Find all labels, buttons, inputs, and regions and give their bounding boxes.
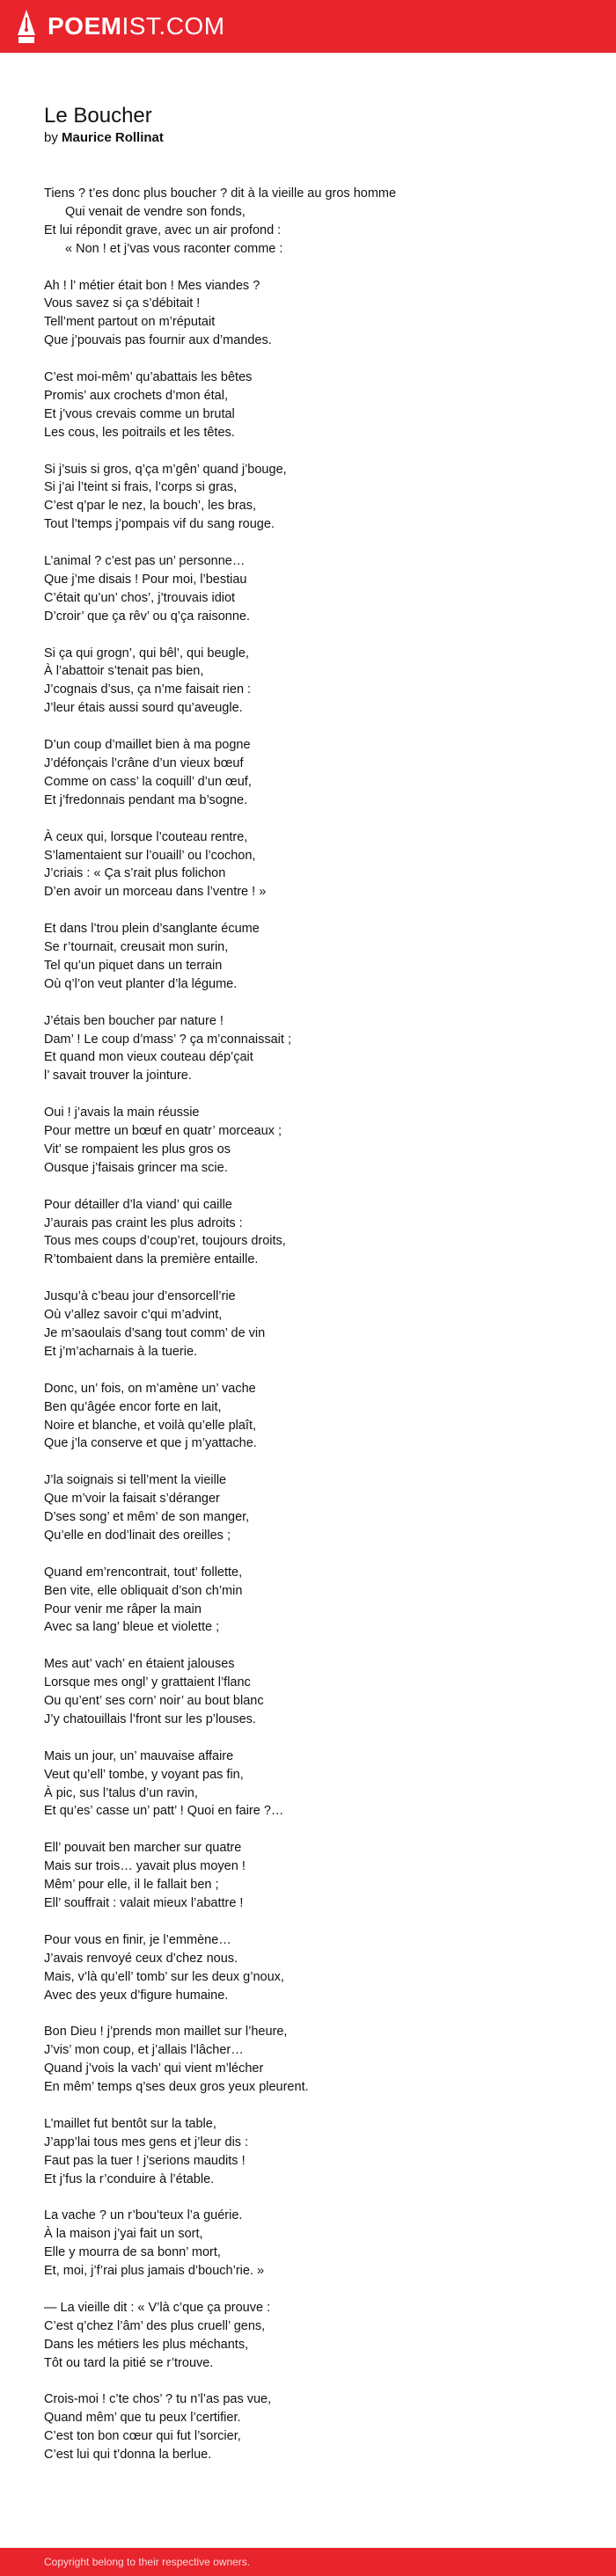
poem-line: J’vis’ mon coup, et j’allais l’lâcher…: [44, 2043, 244, 2058]
poem-line: — La vieille dit : « V’là c’que ça prouve :: [44, 2300, 271, 2315]
stanza: [44, 369, 581, 442]
site-logo[interactable]: [48, 14, 225, 39]
poem-title: Le Boucher: [44, 104, 152, 128]
poem-line: Donc, un’ fois, on m’amène un’ vache: [44, 1381, 256, 1396]
stanza: [44, 1288, 581, 1361]
poem-line: Que j’pouvais pas fournir aux d’mandes.: [44, 333, 272, 348]
poem-line: Comme on cass’ la coquill’ d’un œuf,: [44, 774, 252, 789]
poem-line: À l’abattoir s’tenait pas bien,: [44, 664, 204, 679]
poem-body: [44, 185, 581, 2464]
poem-line: J’aurais pas craint les plus adroits :: [44, 1215, 243, 1230]
stanza: [44, 920, 581, 994]
poem-line: C’est moi-mêm’ qu’abattais les bêtes: [44, 370, 253, 385]
poem-line: J’cognais d’sus, ça n’me faisait rien :: [44, 682, 252, 697]
stanza: [44, 1839, 581, 1913]
stanza: [44, 185, 581, 259]
poem-line: J’app’lai tous mes gens et j’leur dis :: [44, 2135, 249, 2149]
pen-nib-icon[interactable]: [16, 9, 37, 44]
poem-line: L’animal ? c’est pas un’ personne…: [44, 554, 246, 569]
stanza: [44, 2299, 581, 2373]
poem-line: J’défonçais l’crâne d’un vieux bœuf: [44, 756, 244, 770]
poem-line: R’tombaient dans la première entaille.: [44, 1252, 259, 1267]
stanza: [44, 2207, 581, 2280]
logo-light-text: IST.COM: [121, 12, 225, 40]
stanza: [44, 1748, 581, 1821]
poem-line: Tiens ? t’es donc plus boucher ? dit à la vieille au gros homme: [44, 186, 397, 201]
poem-line: Promis’ aux crochets d’mon étal,: [44, 388, 228, 403]
stanza: [44, 1931, 581, 2005]
poem-line: J’la soignais si tell’ment la vieille: [44, 1473, 227, 1488]
poem-line: Que j’la conserve et que j m’yattache.: [44, 1436, 257, 1451]
poem-line: Mes aut’ vach’ en étaient jalouses: [44, 1657, 235, 1672]
poem-line: Avec sa lang’ bleue et violette ;: [44, 1620, 220, 1635]
poem-line: « Non ! et j’vas vous raconter comme :: [65, 241, 283, 256]
poem-line: Ah ! l’ métier était bon ! Mes viandes ?: [44, 278, 260, 293]
poem-line: Se r’tournait, creusait mon surin,: [44, 940, 229, 955]
poem-line: Vit’ se rompaient les plus gros os: [44, 1142, 231, 1157]
poem-line: Tout l’temps j’pompais vif du sang rouge.: [44, 517, 275, 532]
poem-line: Tôt ou tard la pitié se r’trouve.: [44, 2355, 214, 2370]
poem-line: Et lui répondit grave, avec un air profond :: [44, 223, 282, 237]
poem-line: À ceux qui, lorsque l’couteau rentre,: [44, 829, 248, 844]
poem-line: C’est q’chez l’âm’ des plus cruell’ gens,: [44, 2318, 266, 2333]
poem-line: Bon Dieu ! j’prends mon maillet sur l’heure,: [44, 2025, 288, 2040]
stanza: [44, 1564, 581, 1638]
stanza: [44, 1655, 581, 1729]
by-label: by: [44, 130, 58, 145]
site-header: [0, 0, 616, 53]
poem-line: D’croir’ que ça rêv’ ou q’ça raisonne.: [44, 609, 250, 624]
poem-line: Qu’elle en dod’linait des oreilles ;: [44, 1528, 231, 1543]
poem-line: Où q’l’on veut planter d’la légume.: [44, 976, 238, 991]
poem-line: Pour mettre un bœuf en quatr’ morceaux ;: [44, 1124, 282, 1139]
poem-line: En mêm’ temps q’ses deux gros yeux pleurent.: [44, 2080, 309, 2095]
poem-line: Et j’m’acharnais à la tuerie.: [44, 1344, 198, 1359]
stanza: [44, 1471, 581, 1545]
poem-line: l’ savait trouver la jointure.: [44, 1069, 192, 1084]
poem-line: Où v’allez savoir c’qui m’advint,: [44, 1308, 223, 1323]
poem-line: Noire et blanche, et voilà qu’elle plaît,: [44, 1418, 257, 1433]
poem-line: D’un coup d’maillet bien à ma pogne: [44, 738, 251, 753]
stanza: [44, 2023, 581, 2097]
poem-line: Ben vite, elle obliquait d’son ch’min: [44, 1583, 243, 1598]
poem-line: Tel qu’un piquet dans un terrain: [44, 958, 223, 973]
stanza: [44, 277, 581, 351]
stanza: [44, 1380, 581, 1454]
stanza: [44, 1196, 581, 1270]
poem-line: J’avais renvoyé ceux d’chez nous.: [44, 1951, 238, 1966]
poem-line: Tell’ment partout on m’réputait: [44, 315, 216, 330]
poem-line: J’leur étais aussi sourd qu’aveugle.: [44, 701, 243, 716]
poem-line: Ben qu’âgée encor forte en lait,: [44, 1399, 222, 1414]
poem-line: Oui ! j’avais la main réussie: [44, 1106, 200, 1120]
poem-line: Que m’voir la faisait s’déranger: [44, 1492, 220, 1507]
poem-line: Ousque j’faisais grincer ma scie.: [44, 1160, 228, 1175]
poem-line: Quand j’vois la vach’ qui vient m’lécher: [44, 2062, 264, 2076]
poem-line: Les cous, les poitrails et les têtes.: [44, 425, 235, 440]
poem-line: J’criais : « Ça s’rait plus folichon: [44, 866, 226, 881]
poem-line: Tous mes coups d’coup’ret, toujours droits,: [44, 1234, 286, 1249]
poem-line: Crois-moi ! c’te chos’ ? tu n’l’as pas vue,: [44, 2392, 272, 2407]
poem-line: Mais sur trois… yavait plus moyen !: [44, 1859, 246, 1874]
poem-line: À pic, sus l’talus d’un ravin,: [44, 1785, 198, 1800]
poem-line: Pour détailler d’la viand’ qui caille: [44, 1197, 232, 1212]
poem-line: La vache ? un r’bou’teux l’a guérie.: [44, 2208, 243, 2223]
poem-line: C’était qu’un’ chos’, j’trouvais idiot: [44, 590, 236, 605]
poem-line: J’y chatouillais l’front sur les p’louses.: [44, 1711, 256, 1726]
poem-content: [44, 103, 581, 2464]
poem-line: D’ses song’ et mêm’ de son manger,: [44, 1510, 250, 1525]
author-link[interactable]: Maurice Rollinat: [62, 130, 164, 145]
poem-line: C’est ton bon cœur qui fut l’sorcier,: [44, 2429, 241, 2444]
poem-line: Quand em’rencontrait, tout’ follette,: [44, 1565, 243, 1580]
poem-line: Et j’vous crevais comme un brutal: [44, 406, 235, 421]
poem-line: Avec des yeux d’figure humaine.: [44, 1988, 229, 2003]
poem-line: Pour venir me râper la main: [44, 1602, 202, 1616]
poem-line: Et j’fredonnais pendant ma b’sogne.: [44, 792, 248, 807]
poem-line: Ell’ souffrait : valait mieux l’abattre !: [44, 1896, 244, 1910]
poem-line: Dans les métiers les plus méchants,: [44, 2337, 249, 2352]
stanza: [44, 2115, 581, 2189]
poem-line: Faut pas la tuer ! j’serions maudits !: [44, 2153, 246, 2168]
poem-line: J’étais ben boucher par nature !: [44, 1013, 224, 1028]
poem-line: Que j’me disais ! Pour moi, l’bestiau: [44, 572, 247, 587]
poem-line: Et j’fus la r’conduire à l’étable.: [44, 2171, 215, 2186]
stanza: [44, 736, 581, 810]
stanza: [44, 2390, 581, 2464]
byline: [44, 129, 581, 147]
poem-line: D’en avoir un morceau dans l’ventre ! »: [44, 885, 267, 900]
poem-line: Et qu’es’ casse un’ patt’ ! Quoi en faire ?…: [44, 1804, 284, 1819]
poem-line: Si ça qui grogn’, qui bêl’, qui beugle,: [44, 646, 249, 660]
poem-line: Vous savez si ça s’débitait !: [44, 296, 201, 311]
poem-line: Et dans l’trou plein d’sanglante écume: [44, 922, 260, 937]
poem-line: Mêm’ pour elle, il le fallait ben ;: [44, 1878, 219, 1893]
poem-line: Et quand mon vieux couteau dép’çait: [44, 1050, 253, 1065]
poem-line: C’est q’par le nez, la bouch’, les bras,: [44, 499, 256, 514]
poem-line: Elle y mourra de sa bonn’ mort,: [44, 2245, 221, 2260]
poem-line: Et, moi, j’f’rai plus jamais d’bouch’rie. »: [44, 2264, 265, 2279]
poem-line: À la maison j’yai fait un sort,: [44, 2227, 203, 2242]
poem-line: Lorsque mes ongl’ y grattaient l’flanc: [44, 1675, 251, 1690]
stanza: [44, 1012, 581, 1086]
poem-line: Veut qu’ell’ tombe, y voyant pas fin,: [44, 1767, 244, 1782]
poem-line: Qui venait de vendre son fonds,: [65, 204, 246, 219]
stanza: [44, 461, 581, 535]
logo-bold-text: POEM: [48, 12, 122, 40]
poem-line: Je m’saoulais d’sang tout comm’ de vin: [44, 1326, 266, 1340]
poem-line: Ell’ pouvait ben marcher sur quatre: [44, 1841, 242, 1856]
poem-line: Dam’ ! Le coup d’mass’ ? ça m’connaissait ;: [44, 1032, 291, 1047]
poem-line: C’est lui qui t’donna la berlue.: [44, 2448, 212, 2463]
poem-line: Si j’ai l’teint si frais, l’corps si gras,: [44, 480, 238, 495]
poem-line: L’maillet fut bentôt sur la table,: [44, 2116, 216, 2131]
stanza: [44, 552, 581, 626]
poem-line: Mais, v’là qu’ell’ tomb’ sur les deux g’noux,: [44, 1969, 284, 1984]
poem-line: Ou qu’ent’ ses corn’ noir’ au bout blanc: [44, 1694, 264, 1709]
stanza: [44, 1104, 581, 1178]
poem-line: Quand mêm’ que tu peux l’certifier.: [44, 2411, 241, 2426]
stanza: [44, 828, 581, 902]
poem-line: Jusqu’à c’beau jour d’ensorcell’rie: [44, 1289, 236, 1304]
stanza: [44, 645, 581, 719]
copyright-text: Copyright belong to their respective owners.: [44, 2556, 251, 2568]
poem-line: Mais un jour, un’ mauvaise affaire: [44, 1748, 234, 1763]
poem-line: S’lamentaient sur l’ouaill’ ou l’cochon,: [44, 848, 256, 863]
poem-line: Pour vous en finir, je l’emmène…: [44, 1932, 231, 1947]
poem-line: Si j’suis si gros, q’ça m’gên’ quand j’bouge,: [44, 462, 287, 477]
site-footer: [0, 2548, 616, 2576]
